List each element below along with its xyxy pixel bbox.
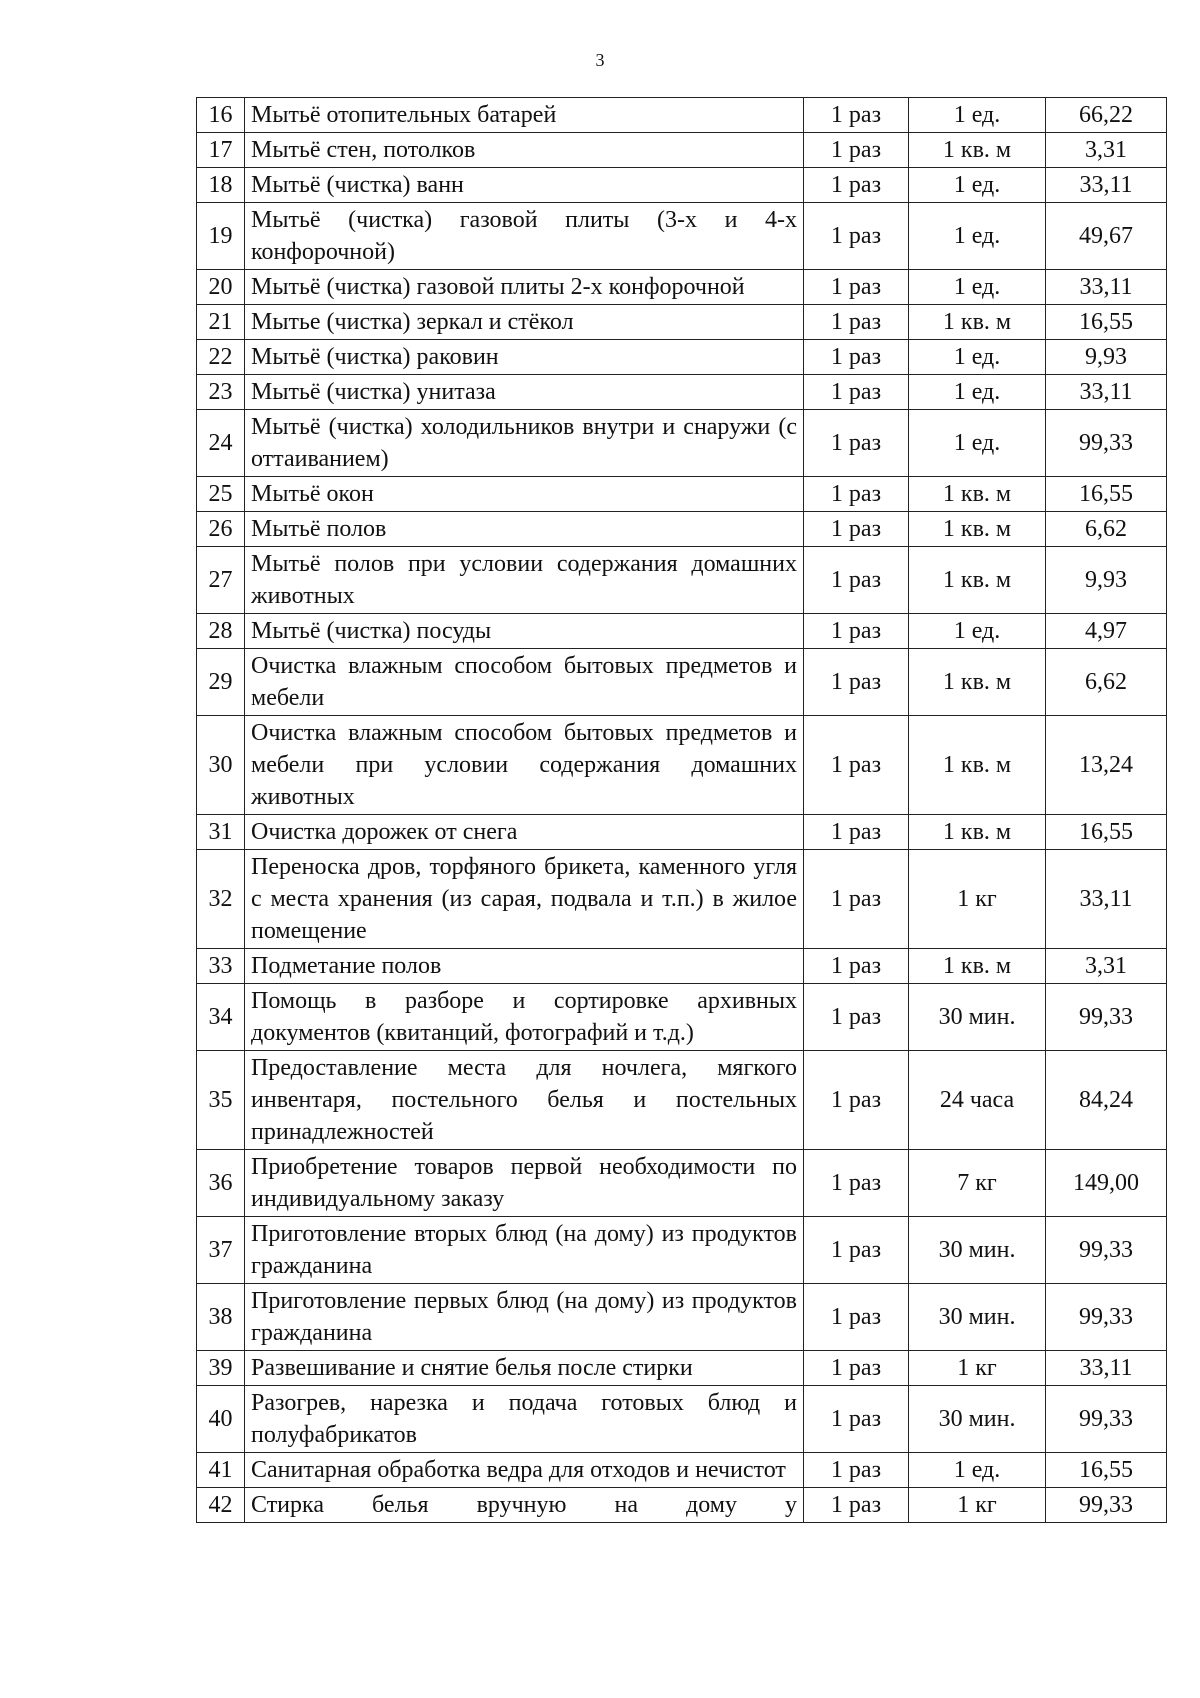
row-number: 35 bbox=[197, 1051, 245, 1150]
table-row bbox=[197, 305, 1167, 340]
service-frequency: 1 раз bbox=[804, 203, 909, 270]
service-unit: 7 кг bbox=[909, 1150, 1046, 1217]
service-name: Разогрев, нарезка и подача готовых блюд и полуфабрикатов bbox=[245, 1386, 804, 1453]
service-price: 99,33 bbox=[1046, 1217, 1167, 1284]
table-row bbox=[197, 1051, 1167, 1150]
service-name: Мытьё отопительных батарей bbox=[245, 98, 804, 133]
service-name: Мытьё полов при условии содержания домашних животных bbox=[245, 547, 804, 614]
row-number: 32 bbox=[197, 850, 245, 949]
table-row bbox=[197, 1217, 1167, 1284]
row-number: 29 bbox=[197, 649, 245, 716]
service-name: Мытьё стен, потолков bbox=[245, 133, 804, 168]
service-name: Мытьё окон bbox=[245, 477, 804, 512]
table-row bbox=[197, 1488, 1167, 1523]
service-frequency: 1 раз bbox=[804, 1150, 909, 1217]
service-name: Мытьё полов bbox=[245, 512, 804, 547]
table-row bbox=[197, 133, 1167, 168]
service-unit: 1 ед. bbox=[909, 340, 1046, 375]
service-frequency: 1 раз bbox=[804, 850, 909, 949]
service-price: 33,11 bbox=[1046, 1351, 1167, 1386]
service-frequency: 1 раз bbox=[804, 512, 909, 547]
service-price: 16,55 bbox=[1046, 305, 1167, 340]
service-name: Мытьё (чистка) газовой плиты (3-х и 4-х конфорочной) bbox=[245, 203, 804, 270]
service-frequency: 1 раз bbox=[804, 1051, 909, 1150]
service-frequency: 1 раз bbox=[804, 98, 909, 133]
service-unit: 1 ед. bbox=[909, 270, 1046, 305]
row-number: 17 bbox=[197, 133, 245, 168]
service-price: 16,55 bbox=[1046, 815, 1167, 850]
service-name: Мытьё (чистка) раковин bbox=[245, 340, 804, 375]
row-number: 26 bbox=[197, 512, 245, 547]
service-unit: 1 кг bbox=[909, 1351, 1046, 1386]
table-row bbox=[197, 1453, 1167, 1488]
row-number: 24 bbox=[197, 410, 245, 477]
service-name: Санитарная обработка ведра для отходов и нечистот bbox=[245, 1453, 804, 1488]
row-number: 40 bbox=[197, 1386, 245, 1453]
service-frequency: 1 раз bbox=[804, 270, 909, 305]
service-name: Подметание полов bbox=[245, 949, 804, 984]
table-row bbox=[197, 98, 1167, 133]
table-row bbox=[197, 340, 1167, 375]
service-frequency: 1 раз bbox=[804, 1453, 909, 1488]
service-name: Мытьё (чистка) холодильников внутри и снаружи (с оттаиванием) bbox=[245, 410, 804, 477]
service-frequency: 1 раз bbox=[804, 477, 909, 512]
row-number: 22 bbox=[197, 340, 245, 375]
service-price: 149,00 bbox=[1046, 1150, 1167, 1217]
service-frequency: 1 раз bbox=[804, 410, 909, 477]
row-number: 33 bbox=[197, 949, 245, 984]
table-body bbox=[197, 98, 1167, 1523]
row-number: 42 bbox=[197, 1488, 245, 1523]
table-row bbox=[197, 850, 1167, 949]
row-number: 36 bbox=[197, 1150, 245, 1217]
service-price: 99,33 bbox=[1046, 410, 1167, 477]
service-name: Мытьё (чистка) посуды bbox=[245, 614, 804, 649]
service-price: 99,33 bbox=[1046, 1386, 1167, 1453]
service-frequency: 1 раз bbox=[804, 815, 909, 850]
service-unit: 1 кв. м bbox=[909, 133, 1046, 168]
table-row bbox=[197, 949, 1167, 984]
service-name: Очистка влажным способом бытовых предметов и мебели при условии содержания домашних животных bbox=[245, 716, 804, 815]
service-frequency: 1 раз bbox=[804, 984, 909, 1051]
service-name: Развешивание и снятие белья после стирки bbox=[245, 1351, 804, 1386]
service-frequency: 1 раз bbox=[804, 1351, 909, 1386]
service-name: Приобретение товаров первой необходимости по индивидуальному заказу bbox=[245, 1150, 804, 1217]
service-frequency: 1 раз bbox=[804, 340, 909, 375]
service-unit: 24 часа bbox=[909, 1051, 1046, 1150]
service-frequency: 1 раз bbox=[804, 305, 909, 340]
services-price-table bbox=[196, 97, 1167, 1523]
service-name: Очистка влажным способом бытовых предметов и мебели bbox=[245, 649, 804, 716]
service-price: 84,24 bbox=[1046, 1051, 1167, 1150]
service-unit: 1 ед. bbox=[909, 614, 1046, 649]
service-name: Приготовление вторых блюд (на дому) из продуктов гражданина bbox=[245, 1217, 804, 1284]
service-frequency: 1 раз bbox=[804, 168, 909, 203]
row-number: 23 bbox=[197, 375, 245, 410]
service-frequency: 1 раз bbox=[804, 1386, 909, 1453]
service-unit: 1 ед. bbox=[909, 1453, 1046, 1488]
table-row bbox=[197, 614, 1167, 649]
service-price: 4,97 bbox=[1046, 614, 1167, 649]
service-name: Мытьё (чистка) ванн bbox=[245, 168, 804, 203]
row-number: 18 bbox=[197, 168, 245, 203]
service-price: 6,62 bbox=[1046, 649, 1167, 716]
service-price: 99,33 bbox=[1046, 984, 1167, 1051]
service-unit: 1 кв. м bbox=[909, 949, 1046, 984]
service-unit: 1 кв. м bbox=[909, 477, 1046, 512]
service-frequency: 1 раз bbox=[804, 1488, 909, 1523]
row-number: 41 bbox=[197, 1453, 245, 1488]
service-unit: 1 ед. bbox=[909, 375, 1046, 410]
service-unit: 1 кв. м bbox=[909, 649, 1046, 716]
service-unit: 30 мин. bbox=[909, 1217, 1046, 1284]
service-unit: 1 ед. bbox=[909, 203, 1046, 270]
service-unit: 1 кг bbox=[909, 850, 1046, 949]
service-frequency: 1 раз bbox=[804, 649, 909, 716]
service-name: Мытье (чистка) зеркал и стёкол bbox=[245, 305, 804, 340]
service-frequency: 1 раз bbox=[804, 949, 909, 984]
service-frequency: 1 раз bbox=[804, 1284, 909, 1351]
table-row bbox=[197, 1284, 1167, 1351]
service-name: Помощь в разборе и сортировке архивных документов (квитанций, фотографий и т.д.) bbox=[245, 984, 804, 1051]
service-frequency: 1 раз bbox=[804, 547, 909, 614]
page-number: 3 bbox=[595, 50, 605, 70]
service-price: 6,62 bbox=[1046, 512, 1167, 547]
service-price: 13,24 bbox=[1046, 716, 1167, 815]
service-name: Переноска дров, торфяного брикета, каменного угля с места хранения (из сарая, подвала и т.п.) в жилое помещение bbox=[245, 850, 804, 949]
row-number: 39 bbox=[197, 1351, 245, 1386]
service-price: 33,11 bbox=[1046, 168, 1167, 203]
service-price: 16,55 bbox=[1046, 477, 1167, 512]
row-number: 34 bbox=[197, 984, 245, 1051]
row-number: 25 bbox=[197, 477, 245, 512]
row-number: 37 bbox=[197, 1217, 245, 1284]
service-price: 33,11 bbox=[1046, 850, 1167, 949]
table-row bbox=[197, 1150, 1167, 1217]
service-unit: 1 кв. м bbox=[909, 547, 1046, 614]
service-frequency: 1 раз bbox=[804, 1217, 909, 1284]
service-price: 49,67 bbox=[1046, 203, 1167, 270]
service-price: 66,22 bbox=[1046, 98, 1167, 133]
table-row bbox=[197, 270, 1167, 305]
service-frequency: 1 раз bbox=[804, 614, 909, 649]
service-name: Очистка дорожек от снега bbox=[245, 815, 804, 850]
service-name: Мытьё (чистка) унитаза bbox=[245, 375, 804, 410]
service-name: Приготовление первых блюд (на дому) из продуктов гражданина bbox=[245, 1284, 804, 1351]
service-name: Стирка белья вручную на дому у bbox=[245, 1488, 804, 1523]
service-frequency: 1 раз bbox=[804, 133, 909, 168]
table-row bbox=[197, 815, 1167, 850]
row-number: 31 bbox=[197, 815, 245, 850]
service-price: 16,55 bbox=[1046, 1453, 1167, 1488]
service-name: Предоставление места для ночлега, мягкого инвентаря, постельного белья и постельных принадлежностей bbox=[245, 1051, 804, 1150]
service-unit: 1 кв. м bbox=[909, 512, 1046, 547]
row-number: 21 bbox=[197, 305, 245, 340]
service-unit: 1 кв. м bbox=[909, 815, 1046, 850]
row-number: 19 bbox=[197, 203, 245, 270]
row-number: 16 bbox=[197, 98, 245, 133]
service-price: 9,93 bbox=[1046, 340, 1167, 375]
service-price: 3,31 bbox=[1046, 133, 1167, 168]
service-unit: 1 ед. bbox=[909, 410, 1046, 477]
service-unit: 1 кв. м bbox=[909, 716, 1046, 815]
service-unit: 1 кг bbox=[909, 1488, 1046, 1523]
table-row bbox=[197, 375, 1167, 410]
table-row bbox=[197, 547, 1167, 614]
service-unit: 1 ед. bbox=[909, 168, 1046, 203]
table-row bbox=[197, 477, 1167, 512]
service-price: 99,33 bbox=[1046, 1284, 1167, 1351]
service-price: 33,11 bbox=[1046, 270, 1167, 305]
service-unit: 30 мин. bbox=[909, 1284, 1046, 1351]
table-row bbox=[197, 716, 1167, 815]
service-unit: 30 мин. bbox=[909, 1386, 1046, 1453]
service-frequency: 1 раз bbox=[804, 716, 909, 815]
table-row bbox=[197, 1386, 1167, 1453]
table-row bbox=[197, 984, 1167, 1051]
service-unit: 30 мин. bbox=[909, 984, 1046, 1051]
service-price: 9,93 bbox=[1046, 547, 1167, 614]
row-number: 20 bbox=[197, 270, 245, 305]
table-row bbox=[197, 1351, 1167, 1386]
table-row bbox=[197, 512, 1167, 547]
table-row bbox=[197, 203, 1167, 270]
service-unit: 1 ед. bbox=[909, 98, 1046, 133]
table-row bbox=[197, 410, 1167, 477]
service-name: Мытьё (чистка) газовой плиты 2-х конфорочной bbox=[245, 270, 804, 305]
service-price: 33,11 bbox=[1046, 375, 1167, 410]
row-number: 30 bbox=[197, 716, 245, 815]
service-price: 3,31 bbox=[1046, 949, 1167, 984]
row-number: 28 bbox=[197, 614, 245, 649]
row-number: 38 bbox=[197, 1284, 245, 1351]
row-number: 27 bbox=[197, 547, 245, 614]
service-frequency: 1 раз bbox=[804, 375, 909, 410]
service-price: 99,33 bbox=[1046, 1488, 1167, 1523]
table-row bbox=[197, 168, 1167, 203]
service-unit: 1 кв. м bbox=[909, 305, 1046, 340]
table-row bbox=[197, 649, 1167, 716]
